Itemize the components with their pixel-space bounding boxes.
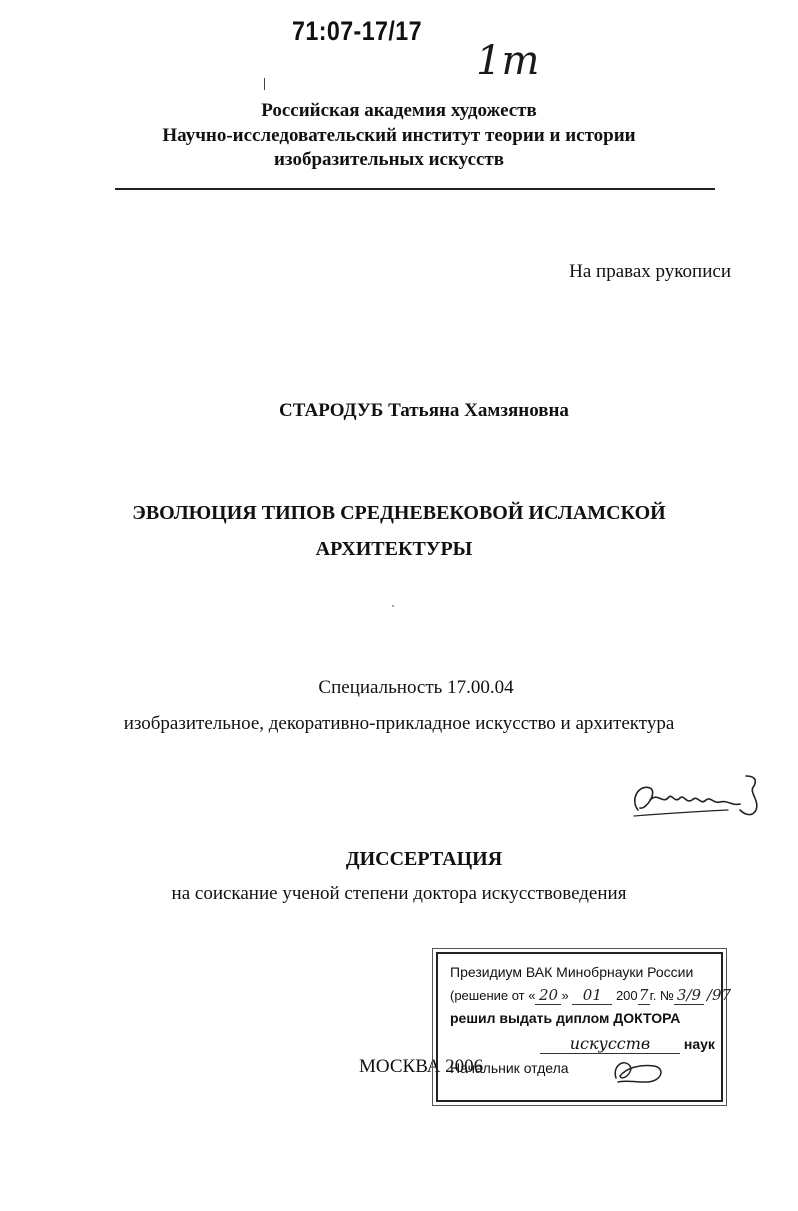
vak-year-prefix: 200: [615, 988, 638, 1003]
vak-stamp: [436, 952, 732, 1102]
vak-decision-line: (решение от « 20 » 01 2007г. № 3/9 /97: [450, 986, 734, 1005]
vak-day: 20: [535, 986, 561, 1005]
vak-month: 01: [572, 986, 612, 1005]
dissertation-title-line-1: ЭВОЛЮЦИЯ ТИПОВ СРЕДНЕВЕКОВОЙ ИСЛАМСКОЙ: [132, 502, 666, 524]
city-year: МОСКВА 2006: [359, 1056, 484, 1077]
vak-official-signature-icon: [610, 1054, 670, 1088]
vak-field-suffix: наук: [683, 1036, 715, 1052]
specialty-area: изобразительное, декоративно-прикладное искусство и архитектура: [123, 713, 675, 734]
author-name: СТАРОДУБ Татьяна Хамзяновна: [279, 400, 569, 421]
vak-field-handwritten: искусств: [540, 1034, 680, 1054]
vak-field-line: [450, 1034, 720, 1054]
vak-decision-prefix: (решение от «: [450, 988, 536, 1003]
handwritten-mark: 1т: [476, 38, 540, 84]
scan-speck: [392, 605, 394, 607]
organization-line-1: Российская академия художеств: [261, 100, 537, 121]
vak-head-of-department: Начальник отдела: [450, 1060, 569, 1076]
scan-mark: [264, 78, 265, 90]
header-divider: [115, 188, 715, 190]
vak-stamp-title: Президиум ВАК Минобрнауки России: [450, 964, 694, 980]
vak-diploma-line: решил выдать диплом ДОКТОРА: [450, 1010, 681, 1026]
organization-line-3: изобразительных искусств: [273, 149, 505, 170]
specialty-code: Специальность 17.00.04: [318, 677, 514, 698]
vak-number: 3/9: [674, 986, 704, 1005]
degree-line: на соискание ученой степени доктора искусствоведения: [171, 883, 627, 904]
dissertation-title-line-2: АРХИТЕКТУРЫ: [315, 538, 473, 560]
vak-year-unit: г. №: [649, 988, 674, 1003]
vak-number-suffix: /97: [706, 986, 732, 1004]
author-signature-icon: [628, 770, 768, 830]
vak-year-suffix: 7: [638, 986, 649, 1004]
manuscript-rights: На правах рукописи: [569, 261, 731, 282]
catalog-code: 71:07-17/17: [292, 16, 422, 46]
organization-line-2: Научно-исследовательский институт теории и истории: [162, 125, 636, 146]
document-type: ДИССЕРТАЦИЯ: [345, 848, 503, 870]
